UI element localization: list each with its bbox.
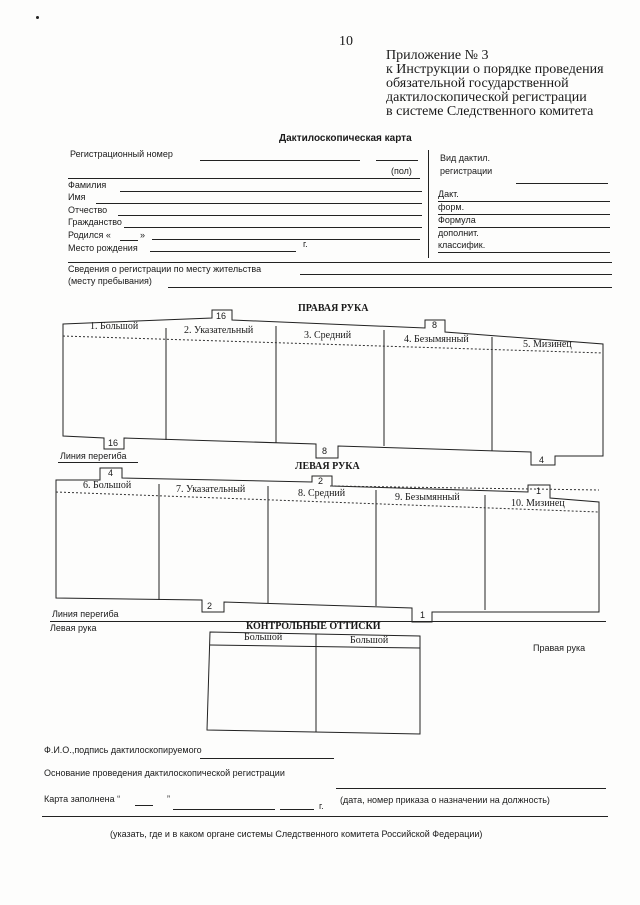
basis-field[interactable]: [336, 788, 606, 789]
finger-label-2: 2. Указательный: [184, 325, 254, 336]
surname-label: Фамилия: [68, 180, 107, 190]
citizenship-field[interactable]: [124, 227, 422, 228]
print-slot-finger-8[interactable]: [270, 502, 374, 602]
control-print-slot-right[interactable]: [319, 651, 418, 729]
residence-label-2: (месту пребывания): [68, 276, 152, 286]
patronymic-label: Отчество: [68, 205, 108, 215]
appendix-line-5: в системе Следственного комитета: [386, 104, 594, 119]
left-hand-title: ЛЕВАЯ РУКА: [295, 461, 360, 472]
reg-number-field[interactable]: [200, 160, 360, 161]
print-slot-finger-7[interactable]: [161, 498, 266, 598]
print-slot-finger-9[interactable]: [378, 506, 483, 606]
signature-label: Ф.И.О.,подпись дактилоскопируемого: [44, 745, 202, 755]
finger-label-1: 1. Большой: [90, 321, 139, 332]
extra-classification-label-2: классифик.: [438, 240, 486, 250]
dakt-label: Дакт.: [438, 189, 459, 199]
fold-line-label-1: Линия перегиба: [60, 451, 127, 461]
reg-number-label: Регистрационный номер: [70, 149, 173, 159]
fold-line-1: [58, 462, 138, 463]
residence-field-2[interactable]: [168, 287, 612, 288]
reg-section-line: [68, 178, 420, 179]
filled-day-field[interactable]: [135, 805, 153, 806]
control-left-hand-label: Левая рука: [50, 623, 97, 633]
filled-year-suffix: г.: [319, 801, 324, 811]
finger-label-7: 7. Указательный: [176, 484, 246, 495]
print-slot-finger-3[interactable]: [278, 342, 382, 442]
order-note: (дата, номер приказа о назначении на должность): [340, 795, 550, 805]
control-impressions-title: КОНТРОЛЬНЫЕ ОТТИСКИ: [246, 621, 381, 632]
patronymic-field[interactable]: [118, 215, 422, 216]
classification-divider: [428, 150, 429, 258]
finger-label-3: 3. Средний: [304, 330, 352, 341]
name-label: Имя: [68, 192, 86, 202]
sex-label: (пол): [391, 166, 412, 176]
born-quote: »: [140, 230, 146, 240]
print-slot-finger-1[interactable]: [64, 338, 164, 438]
extra-classification-field[interactable]: [438, 252, 610, 253]
finger-label-8: 8. Средний: [298, 488, 346, 499]
registration-type-label-2: регистрации: [440, 166, 493, 176]
filled-month-field[interactable]: [173, 809, 275, 810]
surname-field[interactable]: [120, 191, 422, 192]
print-slot-finger-2[interactable]: [168, 338, 274, 438]
left-hand-top-number-3: 1: [536, 486, 542, 496]
birthplace-field[interactable]: [150, 251, 296, 252]
birthplace-label: Место рождения: [68, 243, 138, 253]
filled-label: Карта заполнена “: [44, 794, 121, 804]
basis-label: Основание проведения дактилоскопической регистрации: [44, 768, 285, 778]
scan-dot: [36, 16, 39, 19]
citizenship-label: Гражданство: [68, 217, 122, 227]
right-hand-bottom-number-1: 16: [108, 438, 119, 448]
signature-field[interactable]: [200, 758, 334, 759]
right-hand-top-number-1: 16: [216, 311, 227, 321]
birthplace-bottom-line: [68, 262, 612, 263]
form-label: форм.: [438, 202, 465, 212]
formula-label: Формула: [438, 215, 476, 225]
filled-quote: ”: [167, 794, 170, 804]
right-hand-top-number-2: 8: [432, 320, 438, 330]
name-field[interactable]: [96, 203, 422, 204]
left-hand-top-dots: [330, 486, 599, 490]
print-slot-finger-6[interactable]: [57, 496, 157, 596]
left-hand-top-number-1: 4: [108, 468, 114, 478]
control-thumb-left-label: Большой: [244, 632, 283, 643]
finger-label-6: 6. Большой: [83, 480, 132, 491]
print-slot-finger-4[interactable]: [386, 346, 490, 446]
residence-label-1: Сведения о регистрации по месту жительства: [68, 264, 262, 274]
right-hand-bottom-number-2: 8: [322, 446, 328, 456]
print-slot-finger-5[interactable]: [494, 352, 601, 450]
registration-type-label-1: Вид дактил.: [440, 153, 490, 163]
print-slot-finger-10[interactable]: [487, 512, 597, 610]
extra-classification-label-1: дополнит.: [438, 228, 479, 238]
left-hand-bottom-number-2: 1: [420, 610, 426, 620]
left-hand-top-number-2: 2: [318, 476, 324, 486]
finger-label-10: 10. Мизинец: [511, 498, 565, 509]
sex-field[interactable]: [376, 160, 418, 161]
fold-line-label-2: Линия перегиба: [52, 609, 119, 619]
finger-label-4: 4. Безымянный: [404, 334, 469, 345]
control-print-slot-left[interactable]: [212, 649, 313, 727]
control-thumb-right-label: Большой: [350, 635, 389, 646]
finger-label-9: 9. Безымянный: [395, 492, 460, 503]
birth-month-field[interactable]: [152, 239, 420, 240]
filled-year-field[interactable]: [280, 809, 314, 810]
appendix-line-1: Приложение № 3: [386, 48, 489, 63]
appendix-line-3: обязательной государственной: [386, 76, 569, 91]
birth-year-suffix: г.: [303, 239, 308, 249]
authority-note: (указать, где и в каком органе системы Следственного комитета Российской Федерации): [110, 829, 483, 839]
control-header-line: [210, 645, 420, 648]
appendix-line-4: дактилоскопической регистрации: [386, 90, 587, 105]
left-hand-bottom-number-1: 2: [207, 601, 213, 611]
right-hand-title: ПРАВАЯ РУКА: [298, 303, 369, 314]
page-number: 10: [339, 34, 353, 49]
authority-field[interactable]: [42, 816, 608, 817]
finger-label-5: 5. Мизинец: [523, 339, 572, 350]
born-label: Родился «: [68, 230, 111, 240]
card-title: Дактилоскопическая карта: [279, 133, 412, 144]
birth-day-field[interactable]: [120, 240, 138, 241]
right-hand-bottom-number-3: 4: [539, 455, 545, 465]
appendix-line-2: к Инструкции о порядке проведения: [386, 62, 604, 77]
control-right-hand-label: Правая рука: [533, 643, 586, 653]
residence-field-1[interactable]: [300, 274, 612, 275]
registration-type-field[interactable]: [516, 183, 608, 184]
